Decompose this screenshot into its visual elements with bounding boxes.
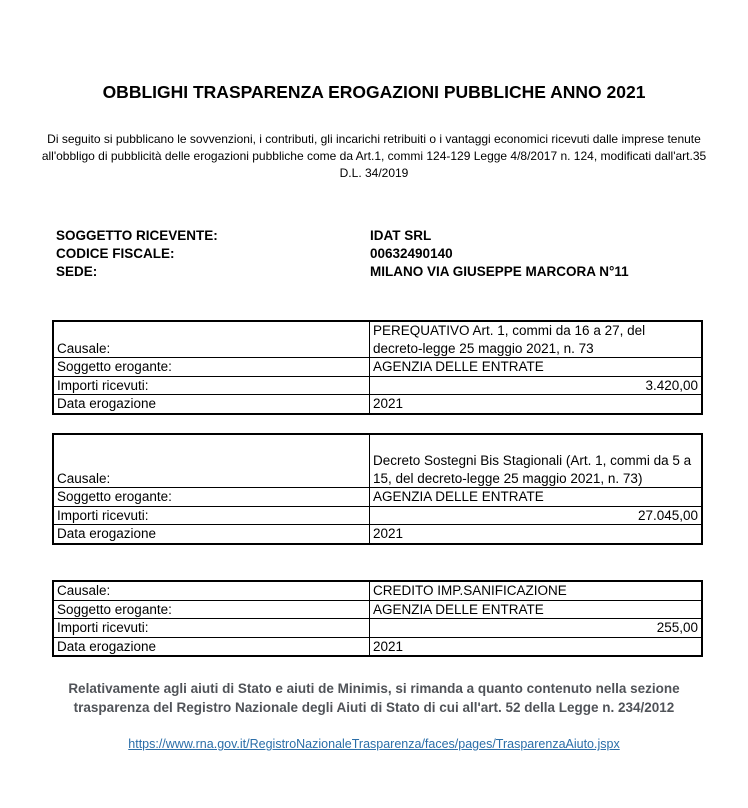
causale-value: PEREQUATIVO Art. 1, commi da 16 a 27, del decreto-legge 25 maggio 2021, n. 73: [370, 321, 703, 358]
soggetto-erogante-value: AGENZIA DELLE ENTRATE: [370, 488, 703, 507]
soggetto-erogante-label: Soggetto erogante:: [53, 600, 370, 619]
table-row: [53, 525, 702, 544]
table-row: [53, 434, 702, 488]
importo-value: 27.045,00: [370, 506, 703, 525]
page-title: OBBLIGHI TRASPARENZA EROGAZIONI PUBBLICHE ANNO 2021: [102, 82, 646, 102]
rna-link[interactable]: https://www.rna.gov.it/RegistroNazionaleTrasparenza/faces/pages/TrasparenzaAiuto.jspx: [128, 737, 620, 751]
data-erogazione-value: 2021: [370, 525, 703, 544]
grant-table: [52, 580, 703, 657]
table-row: [53, 581, 702, 600]
table-row: [53, 506, 702, 525]
table-row: [53, 488, 702, 507]
data-erogazione-value: 2021: [370, 395, 703, 414]
footer-note: Relativamente agli aiuti di Stato e aiuti de Minimis, si rimanda a quanto contenuto nella sezione trasparenza del Registro Nazionale degli Aiuti di Stato di cui all'art. 52 della Legge n. 234/2012: [68, 681, 680, 715]
intro-paragraph: Di seguito si pubblicano le sovvenzioni, i contributi, gli incarichi retribuiti o i vantaggi economici ricevuti dalle imprese tenute all'obbligo di pubblicità delle erogazioni pubbliche come da Art.1, commi 124-129 Legge 4/8/2017 n. 124, modificati dall'art.35 D.L. 34/2019: [41, 132, 707, 180]
grant-table: [52, 433, 703, 545]
importi-label: Importi ricevuti:: [53, 376, 370, 395]
table-row: [53, 376, 702, 395]
table-row: [53, 619, 702, 638]
tax-code-value: 00632490140: [370, 246, 453, 261]
importi-label: Importi ricevuti:: [53, 506, 370, 525]
data-erogazione-label: Data erogazione: [53, 395, 370, 414]
importo-value: 3.420,00: [370, 376, 703, 395]
table-row: [53, 395, 702, 414]
soggetto-erogante-value: AGENZIA DELLE ENTRATE: [370, 358, 703, 377]
address-value: MILANO VIA GIUSEPPE MARCORA N°11: [370, 264, 629, 279]
table-row: [53, 600, 702, 619]
data-erogazione-value: 2021: [370, 637, 703, 656]
causale-value: CREDITO IMP.SANIFICAZIONE: [370, 581, 703, 600]
table-row: [53, 358, 702, 377]
causale-label: Causale:: [53, 434, 370, 488]
table-row: [53, 637, 702, 656]
grant-table: [52, 320, 703, 415]
address-label: SEDE:: [56, 264, 98, 279]
data-erogazione-label: Data erogazione: [53, 525, 370, 544]
recipient-value: IDAT SRL: [370, 228, 432, 243]
importi-label: Importi ricevuti:: [53, 619, 370, 638]
tax-code-label: CODICE FISCALE:: [56, 246, 175, 261]
causale-value: Decreto Sostegni Bis Stagionali (Art. 1, commi da 5 a 15, del decreto-legge 25 maggio 2021, n. 73): [370, 434, 703, 488]
data-erogazione-label: Data erogazione: [53, 637, 370, 656]
table-row: [53, 321, 702, 358]
soggetto-erogante-value: AGENZIA DELLE ENTRATE: [370, 600, 703, 619]
causale-label: Causale:: [53, 321, 370, 358]
soggetto-erogante-label: Soggetto erogante:: [53, 488, 370, 507]
importo-value: 255,00: [370, 619, 703, 638]
causale-label: Causale:: [53, 581, 370, 600]
recipient-label: SOGGETTO RICEVENTE:: [56, 228, 218, 243]
soggetto-erogante-label: Soggetto erogante:: [53, 358, 370, 377]
